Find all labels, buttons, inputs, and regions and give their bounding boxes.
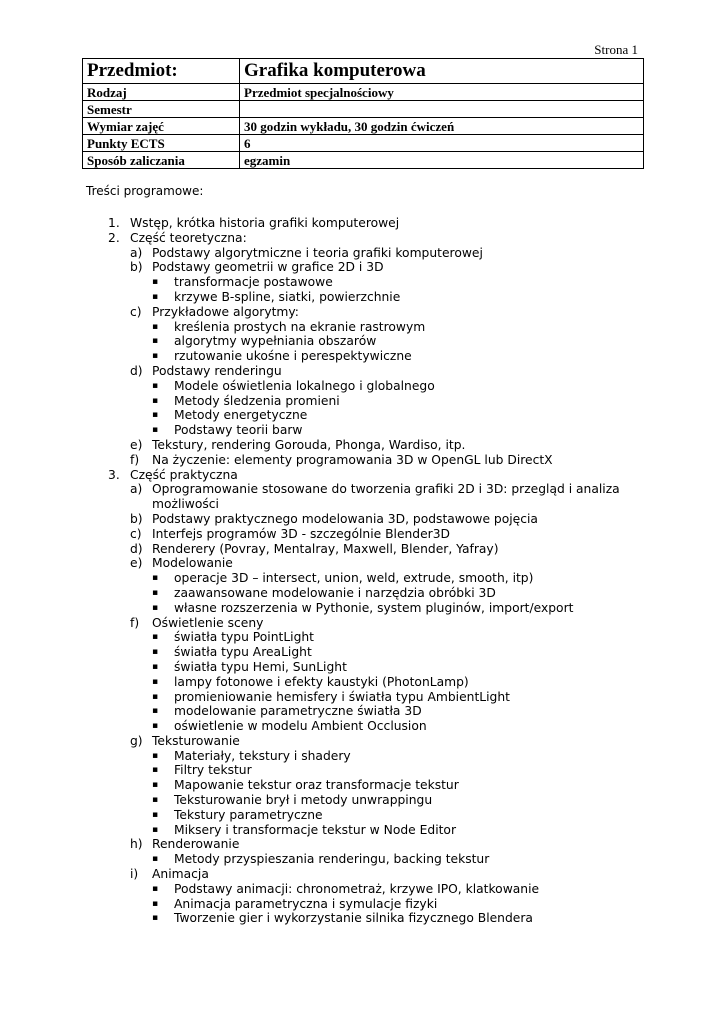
list-item [0,586,724,601]
list-item [0,453,724,468]
list-item [0,497,724,512]
list-item-text: Oświetlenie sceny [152,615,264,630]
list-item [0,364,724,379]
list-marker: d) [130,541,143,556]
list-item-text: Podstawy praktycznego modelowania 3D, podstawowe pojęcia [152,511,538,526]
list-item [0,882,724,897]
list-item-text: Podstawy renderingu [152,363,282,378]
bullet-marker: ▪ [152,721,159,732]
list-item [0,379,724,394]
list-marker: f) [130,615,140,630]
bullet-marker: ▪ [152,913,159,924]
syllabus-list [0,216,724,926]
list-item [0,571,724,586]
list-item-text: Wstęp, krótka historia grafiki komputerowej [130,216,400,230]
list-item-text: kreślenia prostych na ekranie rastrowym [174,319,426,334]
bullet-marker: ▪ [152,691,159,702]
list-item [0,675,724,690]
list-marker: g) [130,733,143,748]
list-item [0,408,724,423]
row-value: 6 [240,135,644,152]
list-item-text: lampy fotonowe i efekty kaustyki (PhotonLamp) [174,674,469,689]
list-item-text: światła typu AreaLight [174,645,312,660]
list-item [0,778,724,793]
list-marker: c) [130,526,142,541]
list-marker: 1. [108,216,120,230]
row-key: Sposób zaliczania [83,152,240,169]
list-marker: a) [130,482,143,497]
list-marker: 3. [108,467,120,482]
list-item [0,542,724,557]
list-item-text: Tekstury, rendering Gorouda, Phonga, Wardiso, itp. [152,437,466,452]
list-marker: e) [130,437,143,452]
list-item [0,704,724,719]
list-item-text: operacje 3D – intersect, union, weld, extrude, smooth, itp) [174,571,534,586]
list-item-text: Filtry tekstur [174,763,252,778]
list-item-text: Podstawy geometrii w grafice 2D i 3D [152,260,384,275]
list-marker: a) [130,245,143,260]
bullet-marker: ▪ [152,277,159,288]
bullet-marker: ▪ [152,883,159,894]
list-item-text: Interfejs programów 3D - szczególnie Blender3D [152,526,451,541]
bullet-marker: ▪ [152,380,159,391]
list-item [0,438,724,453]
list-item-text: Mapowanie tekstur oraz transformacje tekstur [174,778,459,793]
list-item-text: światła typu Hemi, SunLight [174,659,347,674]
list-item-text: Tekstury parametryczne [174,807,323,822]
list-marker: b) [130,260,143,275]
row-value: Przedmiot specjalnościowy [240,84,644,101]
list-item-text: Modele oświetlenia lokalnego i globalnego [174,378,435,393]
bullet-marker: ▪ [152,632,159,643]
row-key: Punkty ECTS [83,135,240,152]
list-item-text: Miksery i transformacje tekstur w Node Editor [174,822,457,837]
list-item [0,793,724,808]
list-marker: h) [130,837,143,852]
bullet-marker: ▪ [152,676,159,687]
table-row [83,84,644,101]
bullet-marker: ▪ [152,425,159,436]
bullet-marker: ▪ [152,780,159,791]
list-item-text: Przykładowe algorytmy: [152,304,299,319]
list-item-text: światła typu PointLight [174,630,315,645]
list-item [0,275,724,290]
bullet-marker: ▪ [152,661,159,672]
list-marker: 2. [108,230,120,245]
table-row [83,101,644,118]
list-item-text: możliwości [152,497,219,512]
bullet-marker: ▪ [152,795,159,806]
list-item-text: Teksturowanie [152,733,240,748]
list-item-text: Oprogramowanie stosowane do tworzenia grafiki 2D i 3D: przegląd i analiza [152,482,620,497]
table-row [83,135,644,152]
list-item [0,601,724,616]
bullet-marker: ▪ [152,410,159,421]
bullet-marker: ▪ [152,336,159,347]
list-item [0,911,724,926]
list-item [0,630,724,645]
list-item-text: Metody śledzenia promieni [174,393,340,408]
list-item-text: Metody przyspieszania renderingu, backing tekstur [174,852,490,867]
header-key: Przedmiot: [83,59,240,84]
bullet-marker: ▪ [152,750,159,761]
list-item-text: modelowanie parametryczne światła 3D [174,704,422,719]
list-item [0,260,724,275]
row-value: egzamin [240,152,644,169]
list-item [0,645,724,660]
list-item [0,823,724,838]
bullet-marker: ▪ [152,573,159,584]
course-info-table [82,58,644,169]
list-item-text: Część teoretyczna: [130,230,247,245]
list-item-text: rzutowanie ukośne i perespektywiczne [174,349,412,364]
list-item [0,216,724,231]
bullet-marker: ▪ [152,809,159,820]
list-item [0,852,724,867]
bullet-marker: ▪ [152,824,159,835]
list-item-text: Renderery (Povray, Mentalray, Maxwell, Blender, Yafray) [152,541,499,556]
bullet-marker: ▪ [152,765,159,776]
list-item [0,349,724,364]
list-item-text: promieniowanie hemisfery i światła typu AmbientLight [174,689,510,704]
bullet-marker: ▪ [152,321,159,332]
list-marker: b) [130,511,143,526]
list-item [0,556,724,571]
list-item [0,468,724,483]
list-marker: f) [130,452,140,467]
bullet-marker: ▪ [152,602,159,613]
list-item [0,660,724,675]
list-marker: c) [130,304,142,319]
list-item [0,512,724,527]
list-marker: e) [130,556,143,571]
bullet-marker: ▪ [152,647,159,658]
section-title: Treści programowe: [86,184,204,198]
list-item-text: Metody energetyczne [174,408,308,423]
bullet-marker: ▪ [152,898,159,909]
list-item [0,763,724,778]
list-item-text: Materiały, tekstury i shadery [174,748,351,763]
list-item [0,482,724,497]
list-item [0,749,724,764]
list-item-text: Renderowanie [152,837,240,852]
row-key: Semestr [83,101,240,118]
list-item-text: algorytmy wypełniania obszarów [174,334,377,349]
row-value [240,101,644,118]
bullet-marker: ▪ [152,587,159,598]
list-item [0,690,724,705]
list-item-text: transformacje postawowe [174,275,333,290]
list-item-text: Animacja parametryczna i symulacje fizyki [174,896,438,911]
list-item-text: Modelowanie [152,556,233,571]
list-item-text: zaawansowane modelowanie i narzędzia obróbki 3D [174,585,496,600]
row-key: Wymiar zajęć [83,118,240,135]
table-header-row [83,59,644,84]
list-item [0,808,724,823]
list-item [0,290,724,305]
list-item-text: Podstawy animacji: chronometraż, krzywe IPO, klatkowanie [174,881,540,896]
list-item [0,246,724,261]
bullet-marker: ▪ [152,291,159,302]
list-item [0,527,724,542]
list-item [0,734,724,749]
list-marker: i) [130,867,139,882]
list-item-text: własne rozszerzenia w Pythonie, system pluginów, import/export [174,600,574,615]
list-item [0,837,724,852]
page-number: Strona 1 [594,42,638,57]
list-item-text: krzywe B-spline, siatki, powierzchnie [174,289,401,304]
list-item [0,897,724,912]
list-item-text: Na życzenie: elementy programowania 3D w OpenGL lub DirectX [152,452,553,467]
row-key: Rodzaj [83,84,240,101]
bullet-marker: ▪ [152,706,159,717]
list-item-text: oświetlenie w modelu Ambient Occlusion [174,719,427,734]
list-item [0,334,724,349]
table-row [83,152,644,169]
list-item [0,305,724,320]
list-item-text: Animacja [152,867,209,882]
list-item-text: Teksturowanie brył i metody unwrappingu [174,793,433,808]
list-item-text: Podstawy teorii barw [174,423,303,438]
list-item-text: Podstawy algorytmiczne i teoria grafiki komputerowej [152,245,483,260]
row-value: 30 godzin wykładu, 30 godzin ćwiczeń [240,118,644,135]
list-item [0,867,724,882]
list-item [0,231,724,246]
bullet-marker: ▪ [152,351,159,362]
list-item [0,616,724,631]
list-item [0,423,724,438]
list-marker: d) [130,363,143,378]
list-item [0,320,724,335]
header-value: Grafika komputerowa [240,59,644,84]
list-item-text: Część praktyczna [130,467,238,482]
list-item [0,719,724,734]
bullet-marker: ▪ [152,395,159,406]
table-row [83,118,644,135]
bullet-marker: ▪ [152,854,159,865]
list-item-text: Tworzenie gier i wykorzystanie silnika fizycznego Blendera [174,911,533,926]
list-item [0,394,724,409]
